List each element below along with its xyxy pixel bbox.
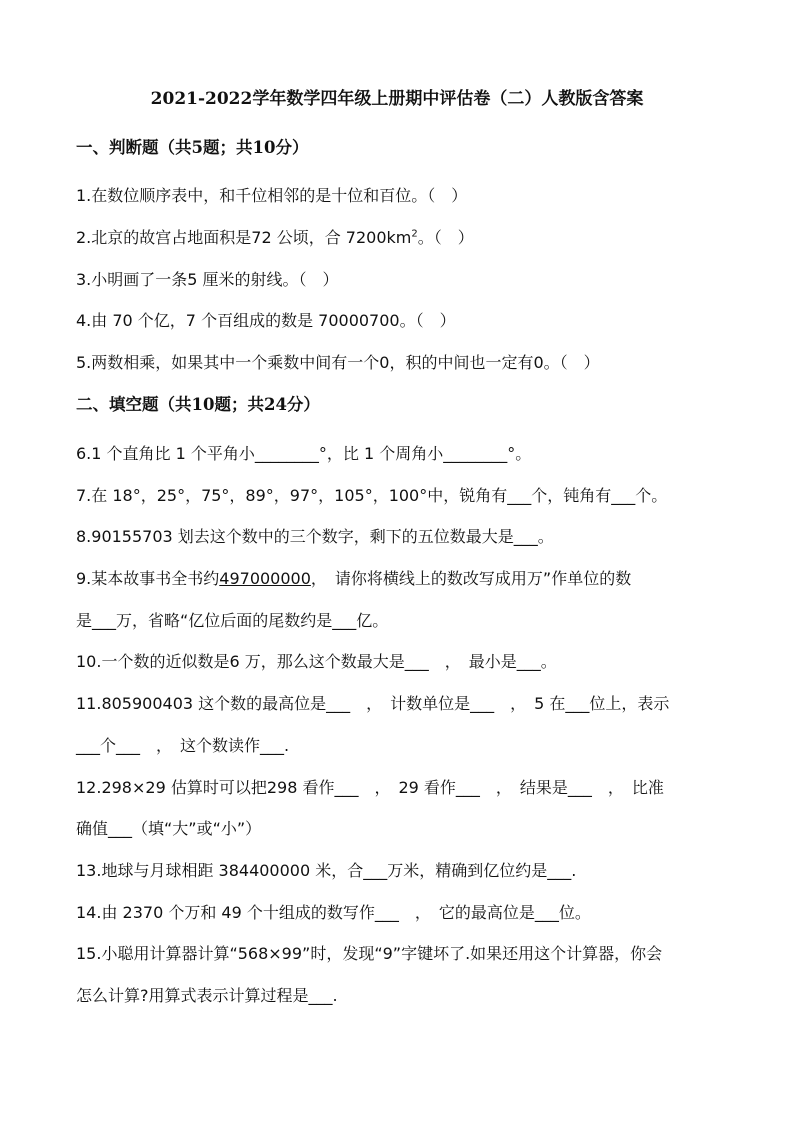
question-14: 14.由 2370 个万和 49 个十组成的数写作___ ， 它的最高位是___位。 xyxy=(76,903,591,922)
question-2-tail: 。（ ） xyxy=(417,228,474,247)
question-13: 13.地球与月球相距 384400000 米，合___万米，精确到亿位约是___. xyxy=(76,861,577,880)
question-15-line-2: 怎么计算?用算式表示计算过程是___. xyxy=(76,986,338,1005)
question-8: 8.90155703 划去这个数中的三个数字，剩下的五位数最大是___。 xyxy=(76,527,554,546)
question-9-line-2: 是___万，省略“亿位后面的尾数约是___亿。 xyxy=(76,611,389,630)
question-9 xyxy=(76,567,726,591)
page-title: 2021-2022学年数学四年级上册期中评估卷（二）人教版含答案 xyxy=(150,89,644,109)
question-12-line-2: 确值___（填“大”或“小”） xyxy=(76,819,262,838)
question-6: 6.1 个直角比 1 个平角小________°，比 1 个周角小________°。 xyxy=(76,444,532,463)
section-heading-fill-in: 二、填空题（共10题；共24分） xyxy=(76,395,320,414)
question-5: 5.两数相乘，如果其中一个乘数中间有一个0，积的中间也一定有0。（ ） xyxy=(76,353,600,372)
question-1: 1.在数位顺序表中，和千位相邻的是十位和百位。（ ） xyxy=(76,186,468,205)
question-11-line-2: ___个___ ， 这个数读作___. xyxy=(76,736,290,755)
question-2-text: 2.北京的故宫占地面积是72 公顷，合 7200km xyxy=(76,228,412,247)
question-9-number: 497000000 xyxy=(219,569,311,588)
question-3: 3.小明画了一条5 厘米的射线。（ ） xyxy=(76,270,339,289)
section-heading-true-false: 一、判断题（共5题；共10分） xyxy=(76,138,309,157)
question-9-tail: ， 请你将横线上的数改写成用万”作单位的数 xyxy=(310,569,632,588)
question-15: 15.小聪用计算器计算“568×99”时，发现“9”字键坏了.如果还用这个计算器，你会 xyxy=(76,944,663,963)
question-12: 12.298×29 估算时可以把298 看作___ ， 29 看作___ ， 结果是___ ， 比准 xyxy=(76,778,664,797)
question-11: 11.805900403 这个数的最高位是___ ， 计数单位是___ ， 5 在___位上，表示 xyxy=(76,694,670,713)
question-7: 7.在 18°，25°，75°，89°，97°，105°，100°中，锐角有___个，钝角有___个。 xyxy=(76,486,668,505)
question-2 xyxy=(76,226,726,250)
question-9-text: 9.某本故事书全书约 xyxy=(76,569,220,588)
question-10: 10.一个数的近似数是6 万，那么这个数最大是___ ， 最小是___。 xyxy=(76,652,557,671)
question-4: 4.由 70 个亿，7 个百组成的数是 70000700。（ ） xyxy=(76,311,456,330)
question-2-superscript: 2 xyxy=(411,228,418,240)
